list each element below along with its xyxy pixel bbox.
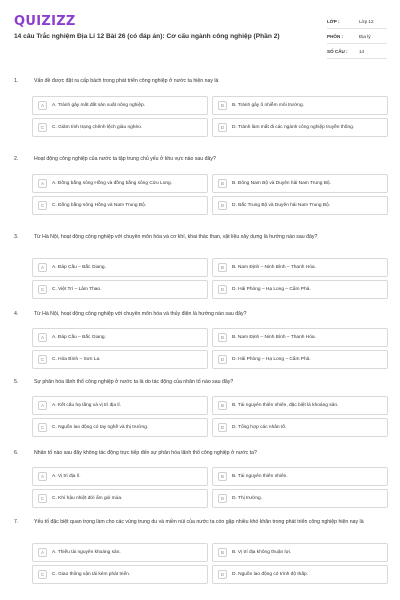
- option-text: B. Tránh gây ô nhiễm môi trường.: [232, 102, 304, 108]
- option-text: B. Đông Nam Bộ và Duyên hải Nam Trung Bộ.: [232, 180, 331, 186]
- option-letter-badge: B: [218, 101, 227, 110]
- option-text: B. Nam Định – Ninh Bình – Thanh Hóa.: [232, 334, 316, 340]
- question-text: Sự phân hóa lãnh thổ công nghiệp ở nước ta là do tác động của nhân tố nào sau đây?: [34, 379, 234, 385]
- meta-key: PHÔN :: [327, 33, 344, 39]
- meta-row-count: [327, 44, 387, 59]
- option-letter-badge: D: [218, 285, 227, 294]
- option-letter-badge: D: [218, 123, 227, 132]
- question-text: Từ Hà Nội, hoạt động công nghiệp với chuyên môn hóa và cơ khí, khai thác than, vật liệu xây dựng là hướng nào sau đây?: [34, 234, 318, 240]
- meta-row-class: [327, 14, 387, 29]
- option-letter-badge: A: [38, 401, 47, 410]
- question-number: 3.: [14, 234, 19, 240]
- option-letter-badge: D: [218, 570, 227, 579]
- answer-option-d[interactable]: [212, 350, 388, 369]
- answer-option-b[interactable]: [212, 96, 388, 115]
- quizizz-logo: QUIZIZZ: [14, 14, 76, 29]
- option-letter-badge: B: [218, 263, 227, 272]
- option-text: C. Nguồn lao động có tay nghề và thị trường.: [52, 424, 149, 430]
- answer-option-a[interactable]: [32, 174, 208, 193]
- question-number: 2.: [14, 156, 19, 162]
- option-letter-badge: D: [218, 423, 227, 432]
- option-letter-badge: C: [38, 123, 47, 132]
- option-letter-badge: A: [38, 548, 47, 557]
- answer-option-b[interactable]: [212, 396, 388, 415]
- worksheet-meta: [327, 14, 387, 59]
- answer-option-b[interactable]: [212, 467, 388, 486]
- answer-option-a[interactable]: [32, 396, 208, 415]
- option-text: C. Hòa Bình – Sơn La.: [52, 356, 101, 362]
- answer-option-a[interactable]: [32, 258, 208, 277]
- answer-option-c[interactable]: [32, 565, 208, 584]
- option-letter-badge: C: [38, 285, 47, 294]
- answer-option-c[interactable]: [32, 118, 208, 137]
- option-letter-badge: B: [218, 333, 227, 342]
- option-letter-badge: B: [218, 472, 227, 481]
- option-letter-badge: A: [38, 263, 47, 272]
- meta-value: Địa lý: [359, 33, 371, 39]
- answer-option-c[interactable]: [32, 418, 208, 437]
- option-text: B. Tài nguyên thiên nhiên.: [232, 473, 288, 479]
- meta-key: LỚP :: [327, 18, 340, 24]
- answer-option-b[interactable]: [212, 328, 388, 347]
- answer-option-d[interactable]: [212, 118, 388, 137]
- option-text: A. Vị trí địa lí.: [52, 473, 81, 479]
- question-number: 6.: [14, 450, 19, 456]
- option-text: D. Tránh làm mất đi các ngành công nghiệp truyền thống.: [232, 124, 355, 130]
- option-letter-badge: D: [218, 494, 227, 503]
- option-letter-badge: A: [38, 472, 47, 481]
- option-text: A. Đồng bằng sông Hồng và đồng bằng sông Cửu Long.: [52, 180, 173, 186]
- question-number: 7.: [14, 519, 19, 525]
- question-number: 5.: [14, 379, 19, 385]
- option-text: C. Khí hậu nhiệt đới ẩm gió mùa.: [52, 495, 123, 501]
- option-letter-badge: A: [38, 101, 47, 110]
- answer-option-a[interactable]: [32, 467, 208, 486]
- answer-option-d[interactable]: [212, 196, 388, 215]
- option-letter-badge: C: [38, 494, 47, 503]
- option-letter-badge: A: [38, 333, 47, 342]
- option-letter-badge: C: [38, 355, 47, 364]
- option-letter-badge: D: [218, 355, 227, 364]
- option-letter-badge: B: [218, 401, 227, 410]
- option-text: B. Nam Định – Ninh Bình – Thanh Hóa.: [232, 264, 316, 270]
- option-text: A. Thiếu tài nguyên khoáng sản.: [52, 549, 121, 555]
- question-text: Từ Hà Nội, hoạt động công nghiệp với chuyên môn hóa và thủy điện là hướng nào sau đây?: [34, 311, 247, 317]
- option-text: D. Hải Phòng – Hạ Long – Cẩm Phả.: [232, 286, 311, 292]
- question-text: Vấn đề được đặt ra cấp bách trong phát triển công nghiệp ở nước ta hiện nay là: [34, 78, 219, 84]
- option-text: C. Việt Trì – Lâm Thao.: [52, 286, 102, 292]
- answer-option-b[interactable]: [212, 258, 388, 277]
- option-text: C. Đồng bằng sông Hồng và Nam Trung Bộ.: [52, 202, 147, 208]
- option-letter-badge: C: [38, 423, 47, 432]
- question-number: 1.: [14, 78, 19, 84]
- answer-option-c[interactable]: [32, 489, 208, 508]
- meta-value: Lớp 12: [359, 18, 374, 24]
- meta-key: SỐ CÂU :: [327, 48, 348, 54]
- option-text: A. Đáp Cầu – Bắc Giang.: [52, 334, 106, 340]
- option-text: D. Hải Phòng – Hạ Long – Cẩm Phả.: [232, 356, 311, 362]
- worksheet-title: 14 câu Trắc nghiệm Địa Lí 12 Bài 26 (có đáp án): Cơ cấu ngành công nghiệp (Phần 2): [14, 33, 280, 40]
- option-text: A. Tránh gây mất đất sản xuất nông nghiệp.: [52, 102, 146, 108]
- option-text: A. Kết cấu hạ tầng và vị trí địa lí.: [52, 402, 122, 408]
- answer-option-d[interactable]: [212, 280, 388, 299]
- answer-option-a[interactable]: [32, 543, 208, 562]
- meta-row-subject: [327, 29, 387, 44]
- option-text: B. Tài nguyên thiên nhiên, đặc biệt là khoáng sản.: [232, 402, 339, 408]
- question-text: Hoạt động công nghiệp của nước ta tập trung chủ yếu ở khu vực nào sau đây?: [34, 156, 216, 162]
- option-text: B. Vị trí địa không thuận lợi.: [232, 549, 292, 555]
- option-text: C. Giao thông vận tải kém phát triển.: [52, 571, 131, 577]
- option-text: D. Thị trường.: [232, 495, 262, 501]
- option-text: C. Giảm tính trạng chênh lệch giàu nghèo.: [52, 124, 143, 130]
- option-text: A. Đáp Cầu – Bắc Giang.: [52, 264, 106, 270]
- question-number: 4.: [14, 311, 19, 317]
- question-text: Yếu tố đặc biệt quan trọng làm cho các vùng trung du và miền núi của nước ta còn gặp nhiều khó khăn trong phát triển công nghiệp hiện nay là: [34, 519, 364, 525]
- answer-option-c[interactable]: [32, 280, 208, 299]
- worksheet-header: [0, 0, 400, 62]
- option-letter-badge: D: [218, 201, 227, 210]
- answer-option-c[interactable]: [32, 196, 208, 215]
- answer-option-b[interactable]: [212, 543, 388, 562]
- answer-option-d[interactable]: [212, 489, 388, 508]
- answer-option-a[interactable]: [32, 328, 208, 347]
- answer-option-d[interactable]: [212, 565, 388, 584]
- meta-value: 14: [359, 48, 365, 54]
- option-letter-badge: C: [38, 570, 47, 579]
- question-text: Nhân tố nào sau đây không tác động trực tiếp đến sự phân hóa lãnh thổ công nghiệp ở nước ta?: [34, 450, 257, 456]
- answer-option-a[interactable]: [32, 96, 208, 115]
- option-letter-badge: B: [218, 179, 227, 188]
- answer-option-c[interactable]: [32, 350, 208, 369]
- option-text: D. Tổng hợp các nhân tố.: [232, 424, 287, 430]
- option-letter-badge: A: [38, 179, 47, 188]
- option-text: D. Nguồn lao động có trình độ thấp.: [232, 571, 309, 577]
- option-text: D. Bắc Trung Bộ và Duyên hải Nam Trung Bộ.: [232, 202, 331, 208]
- option-letter-badge: C: [38, 201, 47, 210]
- answer-option-b[interactable]: [212, 174, 388, 193]
- option-letter-badge: B: [218, 548, 227, 557]
- answer-option-d[interactable]: [212, 418, 388, 437]
